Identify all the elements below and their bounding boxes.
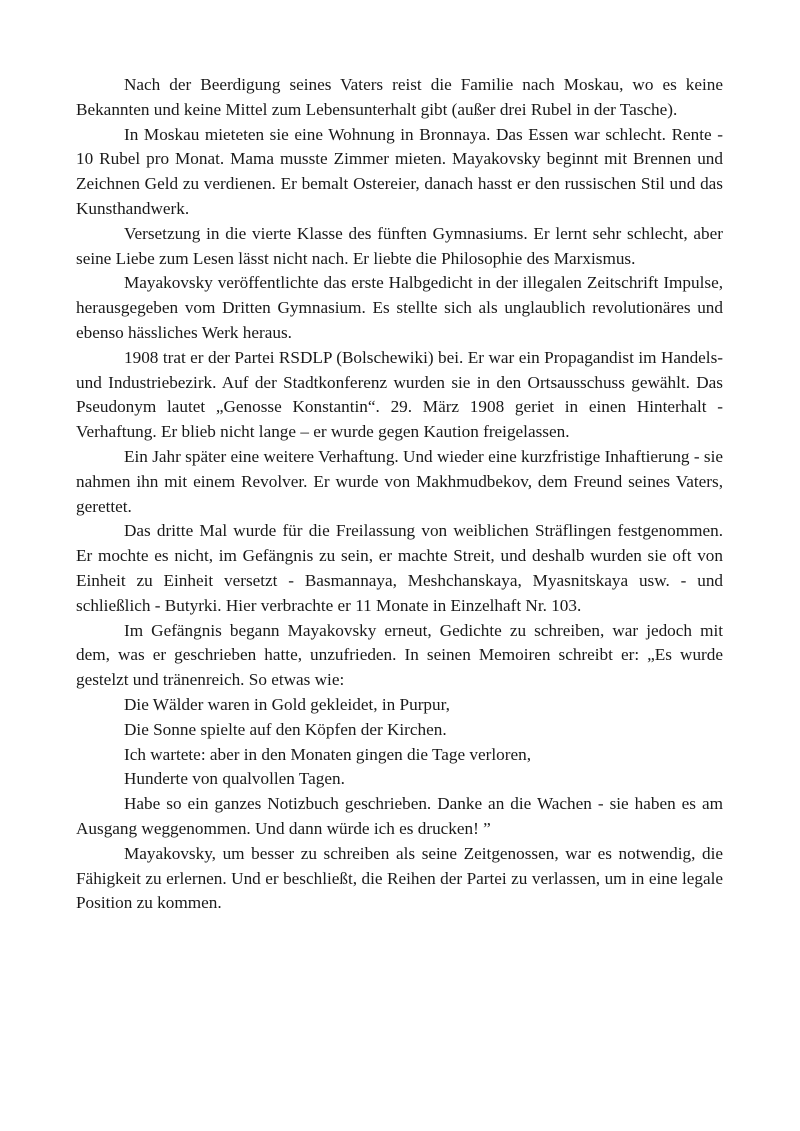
paragraph-3: Versetzung in die vierte Klasse des fünften Gymnasiums. Er lernt sehr schlecht, aber seine Liebe zum Lesen lässt nicht nach. Er liebte die Philosophie des Marxismus. [76, 223, 723, 268]
document-page [76, 73, 723, 916]
poem-line-2: Die Sonne spielte auf den Köpfen der Kirchen. [124, 719, 447, 739]
poem-line-3: Ich wartete: aber in den Monaten gingen die Tage verloren, [124, 744, 531, 764]
paragraph-7: Das dritte Mal wurde für die Freilassung von weiblichen Sträflingen festgenommen. Er mochte es nicht, im Gefängnis zu sein, er machte Streit, und deshalb wurden sie oft von Einheit zu Einheit versetzt - Basmannaya, Meshchanskaya, Myasnitskaya usw. - und schließlich - Butyrki. Hier verbrachte er 11 Monate in Einzelhaft Nr. 103. [76, 521, 723, 615]
paragraph-4: Mayakovsky veröffentlichte das erste Halbgedicht in der illegalen Zeitschrift Impulse, herausgegeben vom Dritten Gymnasium. Es stellte sich als unglaublich revolutionäres und ebenso hässliches Werk heraus. [76, 273, 723, 342]
paragraph-6: Ein Jahr später eine weitere Verhaftung. Und wieder eine kurzfristige Inhaftierung - sie nahmen ihn mit einem Revolver. Er wurde von Makhmudbekov, dem Freund seines Vaters, gerettet. [76, 446, 723, 516]
paragraph-1: Nach der Beerdigung seines Vaters reist die Familie nach Moskau, wo es keine Bekannten und keine Mittel zum Lebensunterhalt gibt (außer drei Rubel in der Tasche). [76, 75, 723, 119]
poem-line-1: Die Wälder waren in Gold gekleidet, in Purpur, [124, 694, 450, 714]
paragraph-9: Habe so ein ganzes Notizbuch geschrieben. Danke an die Wachen - sie haben es am Ausgang weggenommen. Und dann würde ich es drucken! ” [76, 794, 723, 838]
poem-line-4: Hunderte von qualvollen Tagen. [124, 769, 345, 789]
paragraph-5: 1908 trat er der Partei RSDLP (Bolschewiki) bei. Er war ein Propagandist im Handels- und Industriebezirk. Auf der Stadtkonferenz wurden sie in den Ortsausschuss gewählt. Das Pseudonym lautet „Genosse Konstantin“. 29. März 1908 geriet in einen Hinterhalt - Verhaftung. Er blieb nicht lange – er wurde gegen Kaution freigelassen. [76, 347, 723, 442]
paragraph-8: Im Gefängnis begann Mayakovsky erneut, Gedichte zu schreiben, war jedoch mit dem, was er geschrieben hatte, unzufrieden. In seinen Memoiren schreibt er: „Es wurde gestelzt und tränenreich. So etwas wie: [76, 620, 723, 690]
paragraph-10: Mayakovsky, um besser zu schreiben als seine Zeitgenossen, war es notwendig, die Fähigkeit zu erlernen. Und er beschließt, die Reihen der Partei zu verlassen, um in eine legale Position zu kommen. [76, 843, 723, 913]
paragraph-2: In Moskau mieteten sie eine Wohnung in Bronnaya. Das Essen war schlecht. Rente - 10 Rubel pro Monat. Mama musste Zimmer mieten. Mayakovsky beginnt mit Brennen und Zeichnen Geld zu verdienen. Er bemalt Ostereier, danach hasst er den russischen Stil und das Kunsthandwerk. [76, 124, 723, 218]
poem-quote [76, 693, 723, 792]
